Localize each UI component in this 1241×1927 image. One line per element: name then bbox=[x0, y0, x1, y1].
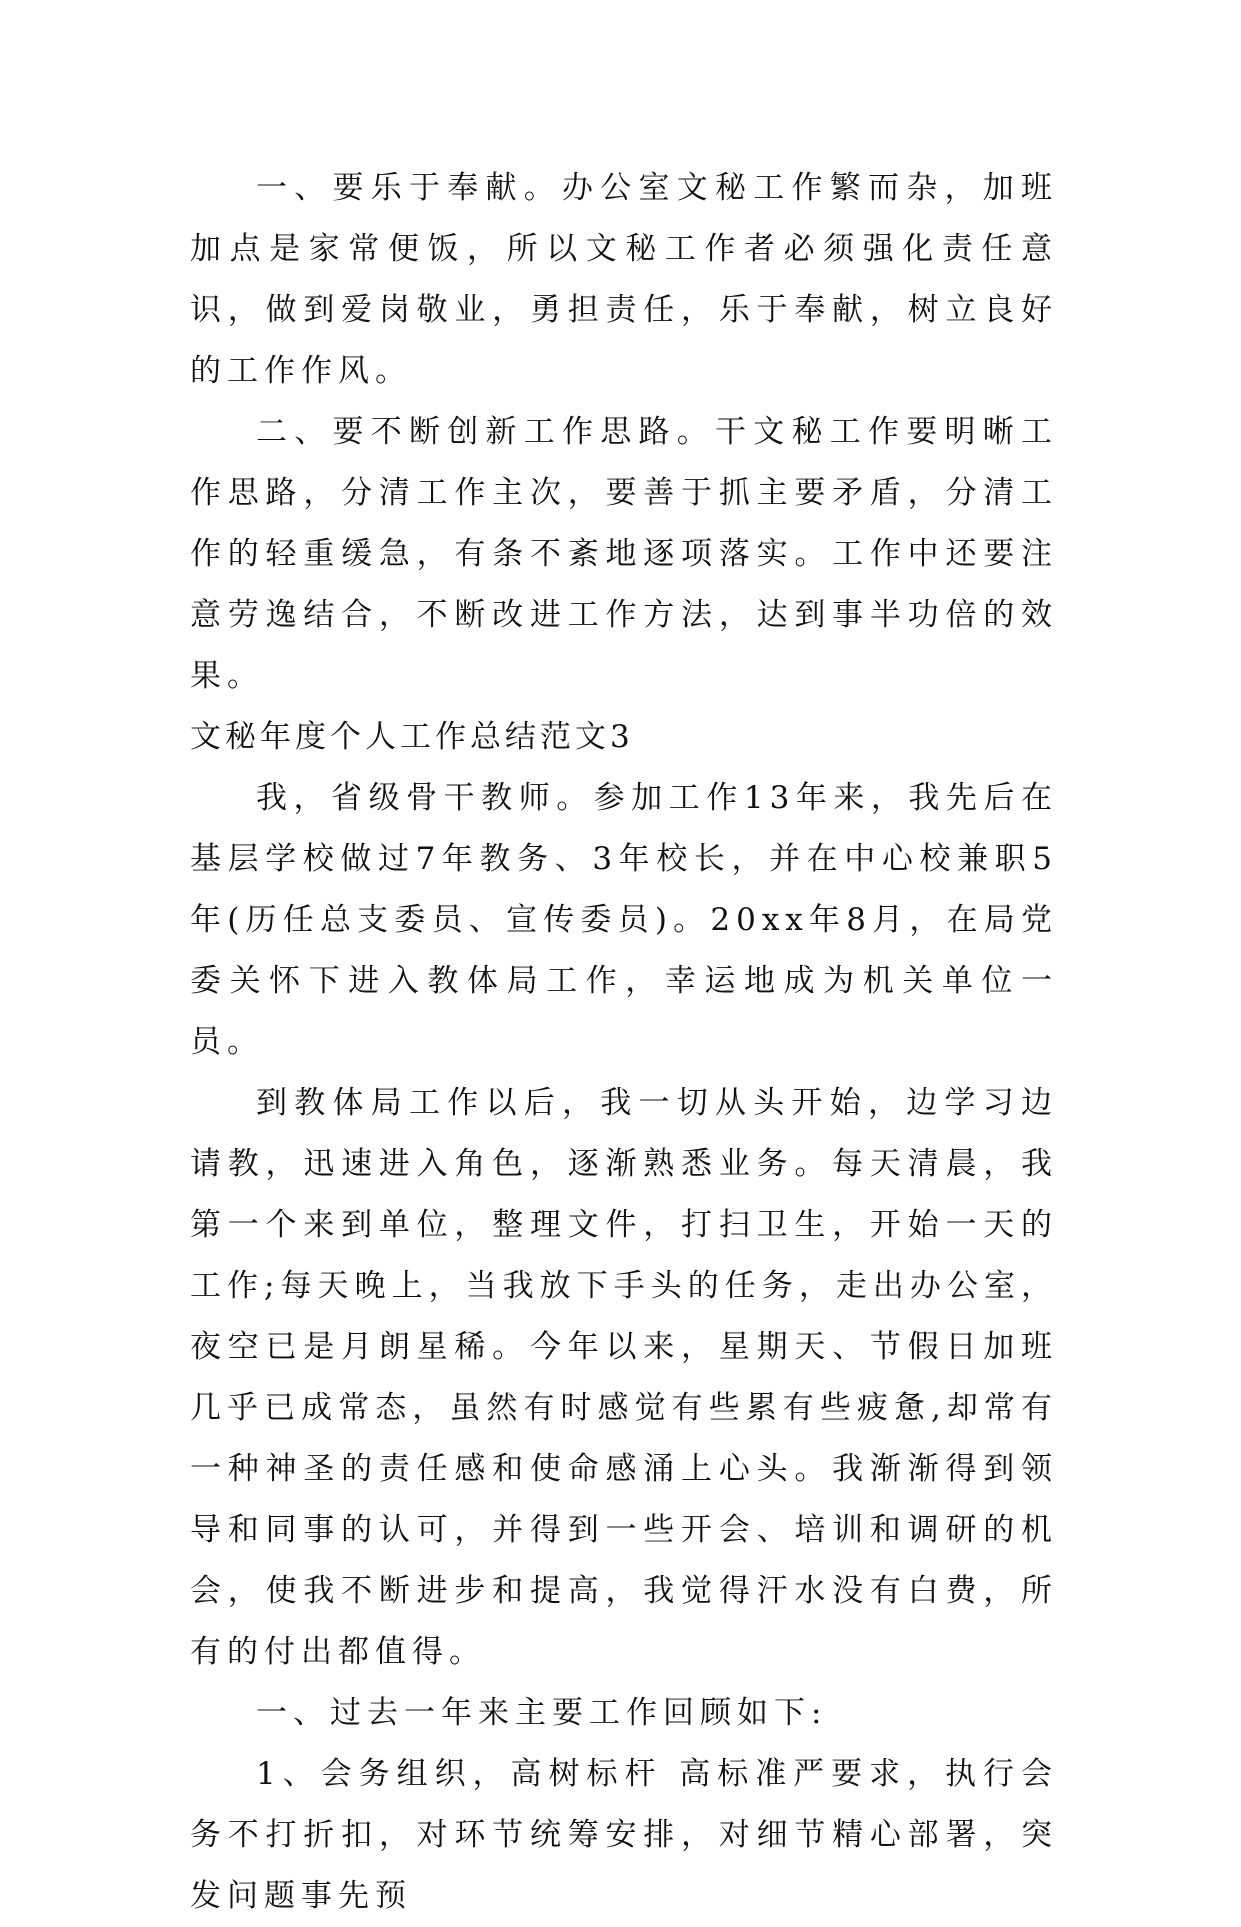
paragraph-introduction: 我，省级骨干教师。参加工作13年来，我先后在基层学校做过7年教务、3年校长，并在中心校兼职5年(历任总支委员、宣传委员)。20xx年8月，在局党委关怀下进入教体局工作，幸运地成为机关单位一员。 bbox=[190, 780, 1058, 1060]
paragraph-innovation: 二、要不断创新工作思路。干文秘工作要明晰工作思路，分清工作主次，要善于抓主要矛盾，分清工作的轻重缓急，有条不紊地逐项落实。工作中还要注意劳逸结合，不断改进工作方法，达到事半功倍的效果。 bbox=[190, 414, 1058, 694]
paragraph-meeting-organization: 1、会务组织，高树标杆 高标准严要求，执行会务不打折扣，对环节统筹安排，对细节精心部署，突发问题事先预 bbox=[190, 1756, 1058, 1914]
paragraph-work-experience: 到教体局工作以后，我一切从头开始，边学习边请教，迅速进入角色，逐渐熟悉业务。每天清晨，我第一个来到单位，整理文件，打扫卫生，开始一天的工作;每天晚上，当我放下手头的任务，走出办公室，夜空已是月朗星稀。今年以来，星期天、节假日加班几乎已成常态，虽然有时感觉有些累有些疲惫,却常有一种神圣的责任感和使命感涌上心头。我渐渐得到领导和同事的认可，并得到一些开会、培训和调研的机会，使我不断进步和提高，我觉得汗水没有白费，所有的付出都值得。 bbox=[190, 1085, 1058, 1670]
paragraph-review-heading: 一、过去一年来主要工作回顾如下: bbox=[256, 1695, 828, 1731]
paragraph-dedication: 一、要乐于奉献。办公室文秘工作繁而杂，加班加点是家常便饭，所以文秘工作者必须强化责任意识，做到爱岗敬业，勇担责任，乐于奉献，树立良好的工作作风。 bbox=[190, 170, 1058, 389]
document-body bbox=[190, 158, 1058, 1927]
section-title: 文秘年度个人工作总结范文3 bbox=[190, 719, 634, 755]
